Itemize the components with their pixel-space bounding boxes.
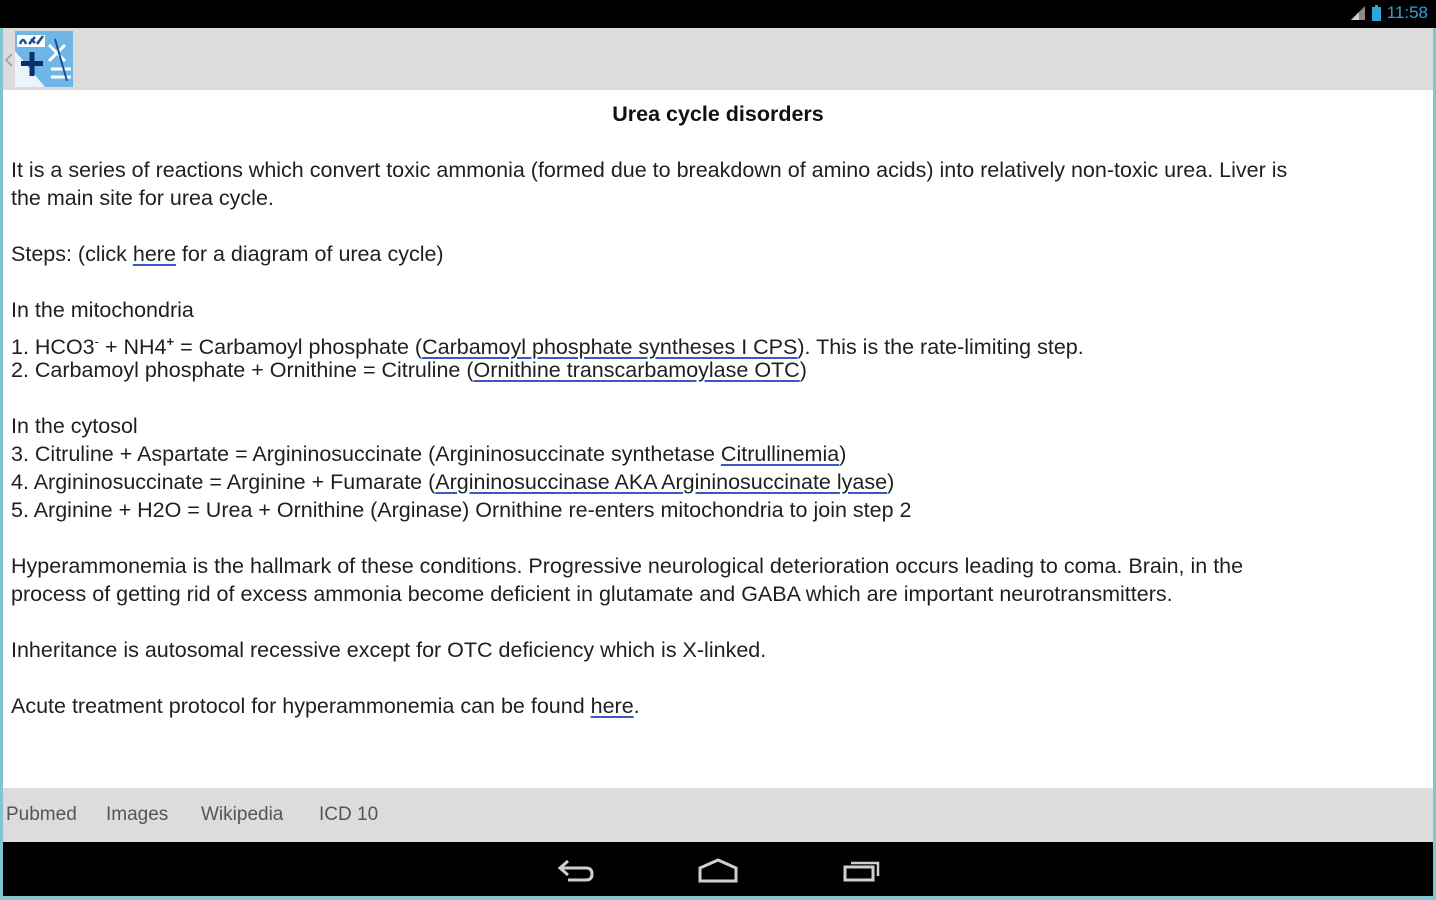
back-caret-icon[interactable] xyxy=(5,53,13,67)
hyperammonemia-line-1: Hyperammonemia is the hallmark of these conditions. Progressive neurological deterioration occurs leading to coma. Brain, in the xyxy=(11,554,1244,578)
step-1-text-c: = Carbamoyl phosphate ( xyxy=(174,335,423,360)
intro-line-1: It is a series of reactions which convert toxic ammonia (formed due to breakdown of amino acids) into relatively non-toxic urea. Liver is xyxy=(11,158,1288,182)
step-2-text-b: ) xyxy=(799,358,807,382)
step-1-text-b: + NH4 xyxy=(98,335,167,360)
app-logo-icon[interactable] xyxy=(15,31,73,87)
step-3-text-b: ) xyxy=(839,442,847,466)
step-4-text-a: 4. Argininosuccinate = Arginine + Fumarate ( xyxy=(11,470,436,494)
cps-link[interactable]: Carbamoyl phosphate syntheses I CPS xyxy=(422,335,798,360)
cytosol-heading: In the cytosol xyxy=(11,414,138,438)
treatment-prefix: Acute treatment protocol for hyperammonemia can be found xyxy=(11,694,591,718)
action-bar xyxy=(3,28,1433,90)
step-2-text-a: 2. Carbamoyl phosphate + Ornithine = Citruline ( xyxy=(11,358,474,382)
step-4-text-b: ) xyxy=(887,470,895,494)
tab-icd-10[interactable]: ICD 10 xyxy=(319,804,379,825)
recent-apps-icon[interactable] xyxy=(841,856,883,884)
step-1-sup-plus: + xyxy=(166,334,175,349)
signal-icon xyxy=(1350,5,1366,21)
tab-wikipedia[interactable]: Wikipedia xyxy=(201,804,284,825)
back-icon[interactable] xyxy=(554,856,596,884)
diagram-link[interactable]: here xyxy=(132,242,176,266)
hyperammonemia-line-2: process of getting rid of excess ammonia become deficient in glutamate and GABA which are important neurotransmitters. xyxy=(11,582,1173,606)
step-4 xyxy=(11,468,894,496)
home-icon[interactable] xyxy=(697,856,739,884)
step-5: 5. Arginine + H2O = Urea + Ornithine (Arginase) Ornithine re-enters mitochondria to join step 2 xyxy=(11,498,912,522)
battery-icon xyxy=(1372,5,1381,21)
steps-suffix: for a diagram of urea cycle) xyxy=(175,242,444,266)
step-2 xyxy=(11,356,807,384)
step-1-sup-minus: - xyxy=(94,334,99,349)
inheritance-text: Inheritance is autosomal recessive except for OTC deficiency which is X-linked. xyxy=(11,638,767,662)
steps-line xyxy=(11,240,444,268)
status-icons xyxy=(1350,3,1428,23)
page-title: Urea cycle disorders xyxy=(612,102,824,126)
citrullinemia-link[interactable]: Citrullinemia xyxy=(720,442,840,466)
treatment-line xyxy=(11,692,640,720)
step-3-text-a: 3. Citruline + Aspartate = Argininosuccinate (Argininosuccinate synthetase xyxy=(11,442,721,466)
bottom-tabs xyxy=(3,788,1433,842)
treatment-link[interactable]: here xyxy=(590,694,634,718)
steps-prefix: Steps: (click xyxy=(11,242,133,266)
tab-pubmed[interactable]: Pubmed xyxy=(6,804,77,825)
otc-link[interactable]: Ornithine transcarbamoylase OTC xyxy=(473,358,800,382)
status-time: 11:58 xyxy=(1386,3,1428,22)
status-bar xyxy=(0,0,1436,28)
article-content xyxy=(3,90,1433,788)
step-1-text-d: ). This is the rate-limiting step. xyxy=(797,335,1084,360)
step-3 xyxy=(11,440,846,468)
treatment-suffix: . xyxy=(633,694,640,718)
argininosuccinase-link[interactable]: Argininosuccinase AKA Argininosuccinate lyase xyxy=(435,470,888,494)
navigation-bar xyxy=(3,842,1433,896)
intro-line-2: the main site for urea cycle. xyxy=(11,186,274,210)
step-1-text-a: 1. HCO3 xyxy=(11,335,95,360)
tab-images[interactable]: Images xyxy=(106,804,169,825)
mitochondria-heading: In the mitochondria xyxy=(11,298,194,322)
